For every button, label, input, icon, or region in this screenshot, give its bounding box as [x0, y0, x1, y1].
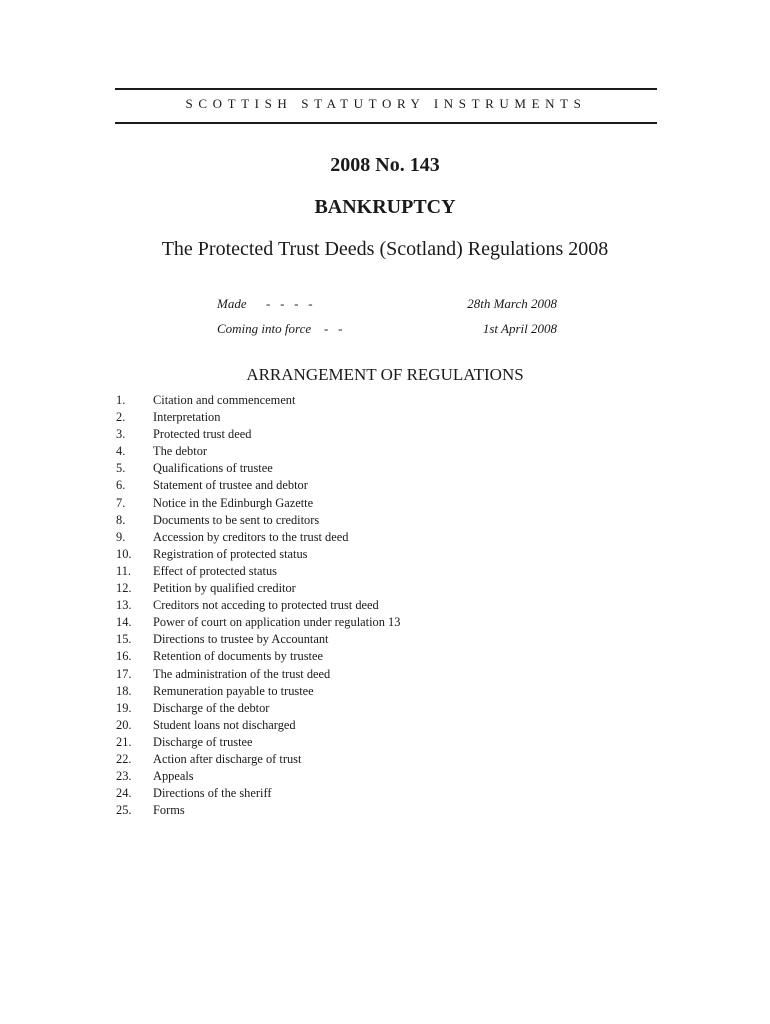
regulation-number: 24.	[116, 786, 132, 801]
regulation-number: 17.	[116, 666, 132, 681]
regulation-number: 9.	[116, 529, 126, 544]
instrument-number: 2008 No. 143	[330, 154, 440, 176]
regulation-number: 25.	[116, 803, 132, 818]
made-date: 28th March 2008	[467, 296, 557, 311]
regulation-number: 6.	[116, 478, 126, 493]
regulation-number: 11.	[116, 563, 132, 578]
regulation-title: The administration of the trust deed	[153, 666, 331, 681]
regulation-title: Statement of trustee and debtor	[153, 478, 308, 493]
regulation-number: 13.	[116, 598, 132, 613]
instrument-subject: BANKRUPTCY	[314, 196, 456, 218]
regulation-number: 10.	[116, 546, 132, 561]
regulation-title: Forms	[153, 803, 185, 818]
coming-into-force-row	[217, 321, 557, 337]
coming-into-force-dashes: - -	[324, 321, 343, 336]
regulation-number: 23.	[116, 769, 132, 784]
regulation-number: 4.	[116, 444, 126, 459]
regulation-number: 20.	[116, 717, 132, 732]
regulation-number: 15.	[116, 632, 132, 647]
regulation-number: 21.	[116, 734, 132, 749]
regulation-title: Qualifications of trustee	[153, 461, 273, 476]
regulation-title: Interpretation	[153, 410, 221, 425]
regulation-title: Accession by creditors to the trust deed	[153, 529, 349, 544]
made-date-row	[217, 296, 557, 312]
regulation-number: 1.	[116, 393, 126, 407]
coming-into-force-date: 1st April 2008	[482, 321, 557, 336]
regulation-title: Appeals	[153, 769, 194, 784]
regulation-title: Notice in the Edinburgh Gazette	[153, 495, 314, 510]
regulation-number: 14.	[116, 615, 132, 630]
regulation-number: 12.	[116, 581, 132, 596]
regulation-number: 3.	[116, 427, 126, 442]
regulation-title: Registration of protected status	[153, 546, 308, 561]
regulation-title: Effect of protected status	[153, 563, 277, 578]
regulation-number: 22.	[116, 751, 132, 766]
regulation-title: Petition by qualified creditor	[153, 581, 296, 596]
regulation-title: Creditors not acceding to protected trust deed	[153, 598, 379, 613]
regulation-title: Discharge of the debtor	[153, 700, 270, 715]
regulation-title: Student loans not discharged	[153, 717, 296, 732]
header-top-rule	[115, 88, 657, 90]
series-heading: SCOTTISH STATUTORY INSTRUMENTS	[185, 96, 587, 111]
regulation-number: 2.	[116, 410, 126, 425]
regulation-title: Discharge of trustee	[153, 734, 253, 749]
regulation-number: 18.	[116, 683, 132, 698]
regulation-title: Action after discharge of trust	[153, 751, 302, 766]
regulation-title: Remuneration payable to trustee	[153, 683, 314, 698]
instrument-title: The Protected Trust Deeds (Scotland) Regulations 2008	[161, 238, 609, 260]
made-dashes: - - - -	[266, 296, 313, 311]
regulation-title: Power of court on application under regulation 13	[153, 615, 401, 630]
regulation-title: Protected trust deed	[153, 427, 252, 442]
regulation-title: Retention of documents by trustee	[153, 649, 323, 664]
regulation-title: Directions to trustee by Accountant	[153, 632, 329, 647]
regulation-number: 16.	[116, 649, 132, 664]
header-bottom-rule	[115, 122, 657, 124]
regulation-title: Directions of the sheriff	[153, 786, 272, 801]
coming-into-force-label: Coming into force	[217, 321, 312, 336]
regulation-title: Documents to be sent to creditors	[153, 512, 320, 527]
regulation-title: Citation and commencement	[153, 393, 296, 407]
regulation-number: 7.	[116, 495, 126, 510]
regulation-title: The debtor	[153, 444, 208, 459]
regulation-number: 5.	[116, 461, 126, 476]
arrangement-heading: ARRANGEMENT OF REGULATIONS	[246, 365, 524, 384]
regulation-number: 19.	[116, 700, 132, 715]
made-label: Made	[217, 296, 247, 311]
regulation-number: 8.	[116, 512, 126, 527]
